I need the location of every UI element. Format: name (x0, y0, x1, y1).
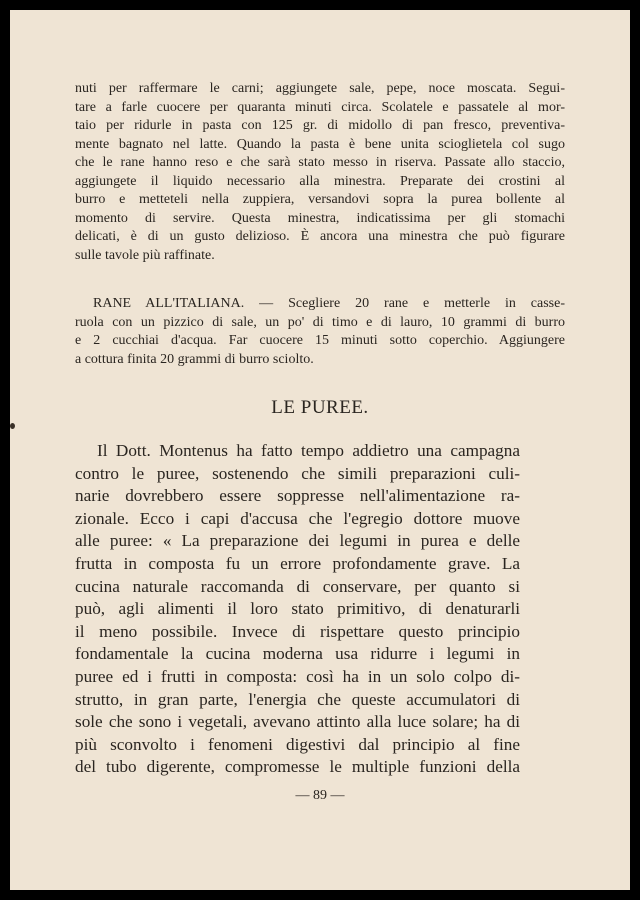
text-line: Il Dott. Montenus ha fatto tempo addietro una campagna (97, 441, 520, 460)
top-paragraph (75, 80, 565, 265)
text-line: narie dovrebbero essere soppresse nell'alimentazione ra- (75, 486, 520, 506)
text-line: e 2 cucchiai d'acqua. Far cuocere 15 minuti sotto coperchio. Aggiungere (75, 333, 565, 348)
book-page (10, 10, 630, 890)
text-line: che le rane hanno reso e che sarà stato messo in riserva. Passate allo staccio, (75, 155, 565, 170)
text-line: tare a farle cuocere per quaranta minuti circa. Scolatele e passatele al mor- (75, 99, 565, 115)
text-line: delicati, è di un gusto delizioso. È ancora una minestra che può figurare (75, 229, 565, 244)
text-line: frutta in composta fu un errore profondamente grave. La (75, 553, 520, 573)
section-heading: LE PUREE. (271, 397, 369, 418)
text-line: ruola con un pizzico di sale, un po' di timo e di lauro, 10 grammi di burro (75, 314, 565, 330)
text-line: fondamentale la cucina moderna usa ridurre i legumi in (75, 644, 520, 664)
text-line: strutto, in gran parte, l'energia che queste accumulatori di (75, 689, 520, 709)
text-line: alle puree: « La preparazione dei legumi in purea e delle (75, 531, 520, 551)
recipe-paragraph (75, 295, 565, 369)
text-line: burro e metteteli nella zuppiera, versandovi sopra la purea bollente al (75, 192, 565, 207)
text-line: sole che sono i vegetali, avevano attinto alla luce solare; ha di (75, 712, 520, 732)
text-line: taio per ridurle in pasta con 125 gr. di midollo di pan fresco, preventiva- (75, 118, 565, 133)
ink-spot (10, 423, 15, 429)
text-line: più sconvolto i fenomeni digestivi dal principio al fine (75, 734, 520, 754)
text-line: nuti per raffermare le carni; aggiungete sale, pepe, noce moscata. Segui- (75, 81, 565, 96)
text-line: mente bagnato nel latte. Quando la pasta è bene unita scioglietela col sugo (75, 136, 565, 152)
text-line: sulle tavole più raffinate. (75, 247, 215, 263)
text-line: zionale. Ecco i capi d'accusa che l'egregio dottore muove (75, 508, 520, 528)
text-line: può, agli alimenti il loro stato primitivo, di denaturarli (75, 599, 520, 619)
main-paragraph (75, 440, 520, 779)
text-line: del tubo digerente, compromesse le multiple funzioni della (75, 757, 520, 777)
text-line: RANE ALL'ITALIANA. — Scegliere 20 rane e metterle in casse- (93, 296, 565, 311)
text-line: cucina naturale raccomanda di conservare, per quanto si (75, 576, 520, 596)
text-line: il meno possibile. Invece di rispettare questo principio (75, 621, 520, 641)
text-line: aggiungete il liquido necessario alla minestra. Preparate dei crostini al (75, 173, 565, 189)
text-line: contro le puree, sostenendo che simili preparazioni culi- (75, 463, 520, 483)
text-line: puree ed i frutti in composta: così ha in un solo colpo di- (75, 666, 520, 686)
text-line: momento di servire. Questa minestra, indicatissima per gli stomachi (75, 210, 565, 226)
page-number: — 89 — (295, 788, 345, 803)
text-line: a cottura finita 20 grammi di burro sciolto. (75, 351, 314, 367)
